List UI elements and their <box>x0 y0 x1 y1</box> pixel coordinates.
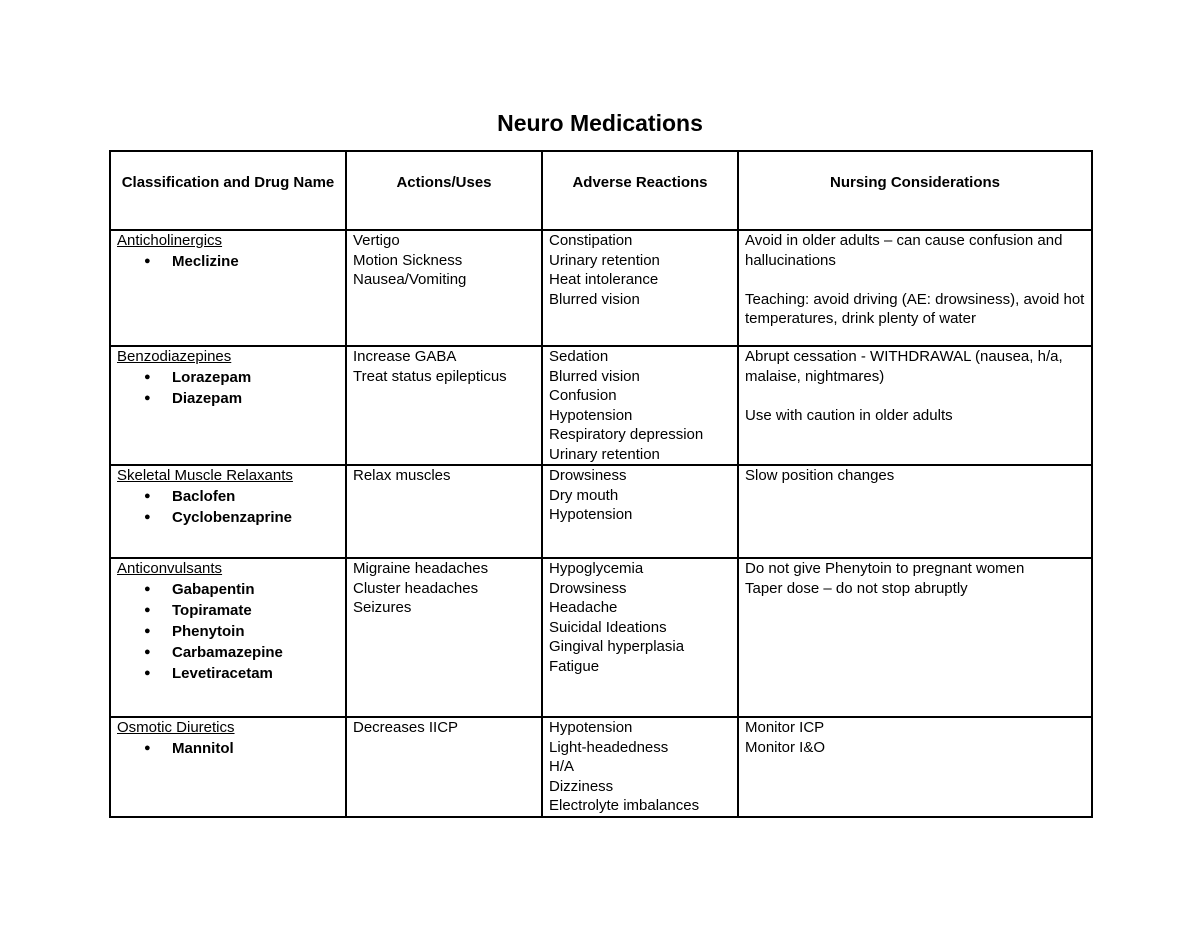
adverse-item: Urinary retention <box>549 251 660 269</box>
drug-list <box>117 367 339 409</box>
adverse-item: Respiratory depression <box>549 426 704 443</box>
action-item: Migraine headaches <box>353 560 489 577</box>
adverse-item: Urinary retention <box>549 445 660 463</box>
header-nursing: Nursing Considerations <box>738 151 1092 230</box>
adverse-cell <box>542 230 738 346</box>
nursing-item: Monitor ICP <box>745 719 825 736</box>
adverse-item: Electrolyte imbalances <box>549 797 700 814</box>
drug-item: ● Topiramate <box>144 601 252 619</box>
bullet-icon: ● <box>144 666 151 679</box>
bullet-icon: ● <box>144 582 151 595</box>
bullet-icon: ● <box>144 645 151 658</box>
adverse-item: Headache <box>549 599 618 616</box>
paragraph-gap <box>745 386 1085 406</box>
drug-list <box>117 486 339 528</box>
action-item: Vertigo <box>353 232 400 249</box>
adverse-item: Drowsiness <box>549 579 627 597</box>
bullet-icon: ● <box>144 370 151 383</box>
classification-cell <box>110 465 346 558</box>
adverse-item: Confusion <box>549 387 617 404</box>
action-item: Treat status epilepticus <box>353 367 507 385</box>
medications-table <box>109 150 1093 818</box>
paragraph-gap <box>745 270 1085 290</box>
bullet-icon: ● <box>144 624 151 637</box>
adverse-item: Heat intolerance <box>549 271 659 288</box>
adverse-item: Suicidal Ideations <box>549 618 667 636</box>
table-row <box>110 465 1092 558</box>
adverse-item: H/A <box>549 758 575 775</box>
table-row <box>110 717 1092 817</box>
action-item: Nausea/Vomiting <box>353 271 467 288</box>
bullet-icon: ● <box>144 603 151 616</box>
actions-cell <box>346 717 542 817</box>
bullet-icon: ● <box>144 489 151 502</box>
classification-cell <box>110 346 346 465</box>
classification-name: Anticonvulsants <box>117 560 223 577</box>
adverse-item: Constipation <box>549 232 633 249</box>
classification-cell <box>110 558 346 717</box>
adverse-cell <box>542 346 738 465</box>
classification-cell <box>110 230 346 346</box>
drug-item: ● Cyclobenzaprine <box>144 508 293 526</box>
classification-name: Anticholinergics <box>117 232 223 249</box>
actions-cell <box>346 558 542 717</box>
table-row <box>110 230 1092 346</box>
drug-item: ● Diazepam <box>144 389 243 407</box>
adverse-item: Hypotension <box>549 406 633 424</box>
table-row <box>110 346 1092 465</box>
nursing-cell <box>738 465 1092 558</box>
drug-item: ● Meclizine <box>144 252 239 270</box>
action-item: Relax muscles <box>353 467 451 484</box>
drug-list <box>117 738 339 759</box>
adverse-item: Dry mouth <box>549 486 619 504</box>
nursing-item: Avoid in older adults – can cause confusion and hallucinations <box>745 232 1063 269</box>
bullet-icon: ● <box>144 510 151 523</box>
adverse-item: Hypotension <box>549 506 633 523</box>
nursing-item: Abrupt cessation - WITHDRAWAL (nausea, h/a, malaise, nightmares) <box>745 348 1063 385</box>
actions-cell <box>346 230 542 346</box>
classification-name: Skeletal Muscle Relaxants <box>117 467 293 484</box>
header-adverse: Adverse Reactions <box>542 151 738 230</box>
nursing-cell <box>738 346 1092 465</box>
adverse-item: Drowsiness <box>549 467 627 484</box>
drug-item: ● Lorazepam <box>144 368 252 386</box>
nursing-cell <box>738 717 1092 817</box>
nursing-item: Slow position changes <box>745 467 895 484</box>
bullet-icon: ● <box>144 741 151 754</box>
drug-list <box>117 579 339 684</box>
drug-item: ● Baclofen <box>144 487 236 505</box>
actions-cell <box>346 346 542 465</box>
header-actions: Actions/Uses <box>346 151 542 230</box>
classification-name: Benzodiazepines <box>117 348 232 365</box>
action-item: Increase GABA <box>353 348 457 365</box>
bullet-icon: ● <box>144 254 151 267</box>
classification-name: Osmotic Diuretics <box>117 719 235 736</box>
header-row <box>110 151 1092 230</box>
nursing-item: Taper dose – do not stop abruptly <box>745 579 968 597</box>
nursing-item: Do not give Phenytoin to pregnant women <box>745 560 1025 577</box>
adverse-item: Sedation <box>549 348 609 365</box>
adverse-item: Hypoglycemia <box>549 560 644 577</box>
nursing-cell <box>738 558 1092 717</box>
drug-item: ● Mannitol <box>144 739 234 757</box>
nursing-item: Use with caution in older adults <box>745 406 953 424</box>
drug-item: ● Carbamazepine <box>144 643 283 661</box>
adverse-item: Dizziness <box>549 777 614 795</box>
table-row <box>110 558 1092 717</box>
drug-item: ● Phenytoin <box>144 622 245 640</box>
action-item: Motion Sickness <box>353 251 463 269</box>
drug-item: ● Gabapentin <box>144 580 255 598</box>
adverse-item: Gingival hyperplasia <box>549 638 685 655</box>
bullet-icon: ● <box>144 391 151 404</box>
adverse-item: Fatigue <box>549 657 600 675</box>
classification-cell <box>110 717 346 817</box>
nursing-item: Monitor I&O <box>745 738 826 756</box>
adverse-item: Light-headedness <box>549 738 669 756</box>
adverse-cell <box>542 558 738 717</box>
action-item: Seizures <box>353 599 412 616</box>
action-item: Decreases IICP <box>353 719 459 736</box>
adverse-item: Blurred vision <box>549 290 640 308</box>
adverse-item: Hypotension <box>549 719 633 736</box>
drug-list <box>117 251 339 272</box>
drug-item: ● Levetiracetam <box>144 664 273 682</box>
adverse-item: Blurred vision <box>549 367 640 385</box>
nursing-item: Teaching: avoid driving (AE: drowsiness), avoid hot temperatures, drink plenty of water <box>745 290 1085 327</box>
page-title: Neuro Medications <box>497 110 703 136</box>
actions-cell <box>346 465 542 558</box>
adverse-cell <box>542 717 738 817</box>
action-item: Cluster headaches <box>353 579 479 597</box>
adverse-cell <box>542 465 738 558</box>
nursing-cell <box>738 230 1092 346</box>
header-classification: Classification and Drug Name <box>110 151 346 230</box>
